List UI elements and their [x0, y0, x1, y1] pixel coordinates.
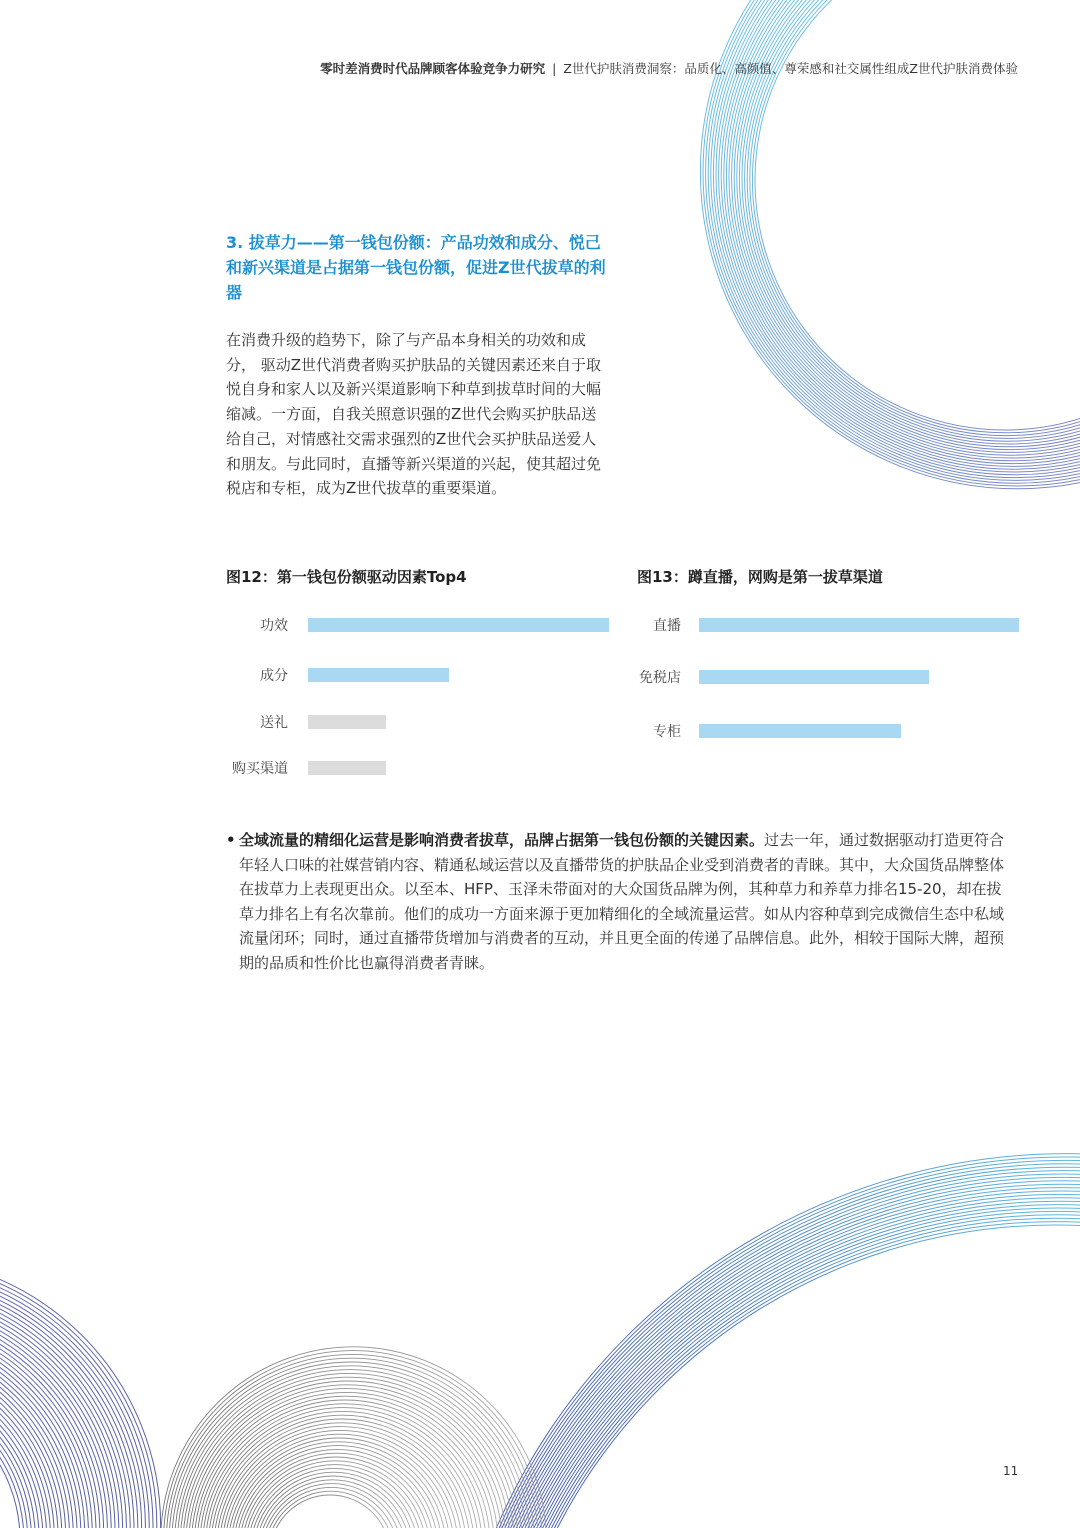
figure13-title: 图13：蹲直播，网购是第一拔草渠道 — [637, 568, 883, 586]
figure12-bar-chart — [220, 605, 620, 790]
chapter-title: Z世代护肤消费洞察：品质化、高颜值、尊荣感和社交属性组成Z世代护肤消费体验 — [563, 61, 1018, 76]
figure12-title: 图12：第一钱包份额驱动因素Top4 — [226, 568, 467, 586]
bar-label: 购买渠道 — [232, 761, 288, 777]
bar-label: 送礼 — [260, 715, 288, 731]
header-separator: | — [552, 61, 557, 76]
bullet-marker: • — [226, 831, 236, 849]
bar-直播 — [699, 618, 1019, 632]
bar-label: 功效 — [260, 618, 288, 634]
page-number: 11 — [1003, 1464, 1019, 1478]
bullet-text — [239, 828, 1016, 975]
bar-label: 专柜 — [653, 724, 681, 740]
running-header — [320, 59, 1018, 77]
bar-专柜 — [699, 724, 901, 738]
report-title: 零时差消费时代品牌顾客体验竞争力研究 — [320, 61, 546, 76]
body-paragraph: 在消费升级的趋势下，除了与产品本身相关的功效和成分， 驱动Z世代消费者购买护肤品的关键因素还来自于取悦自身和家人以及新兴渠道影响下种草到拔草时间的大幅缩减。一方面，自我关照意识强的Z世代会购买护肤品送给自己，对情感社交需求强烈的Z世代会买护肤品送爱人和朋友。与此同时，直播等新兴渠道的兴起，使其超过免税店和专柜，成为Z世代拔草的重要渠道。 — [226, 331, 602, 498]
bar-成分 — [308, 668, 449, 682]
bar-免税店 — [699, 670, 929, 684]
bullet-body: 过去一年，通过数据驱动打造更符合年轻人口味的社媒营销内容、精通私域运营以及直播带货的护肤品企业受到消费者的青睐。其中，大众国货品牌整体在拔草力上表现更出众。以至本、HFP、玉泽未带面对的大众国货品牌为例，其种草力和养草力排名15-20，却在拔草力排名上有名次靠前。他们的成功一方面来源于更加精细化的全域流量运营。如从内容种草到完成微信生态中私域流量闭环；同时，通过直播带货增加与消费者的互动，并且更全面的传递了品牌信息。此外，相较于国际大牌，超预期的品质和性价比也赢得消费者青睐。 — [239, 831, 1005, 972]
bar-label: 成分 — [260, 668, 288, 684]
bar-购买渠道 — [308, 761, 386, 775]
section-heading: 3. 拔草力——第一钱包份额：产品功效和成分、悦己和新兴渠道是占据第一钱包份额，促进Z世代拔草的利器 — [226, 233, 606, 302]
figure13-bar-chart — [630, 605, 1030, 745]
bar-功效 — [308, 618, 609, 632]
bullet-lead: 全域流量的精细化运营是影响消费者拔草，品牌占据第一钱包份额的关键因素。 — [239, 831, 765, 849]
bar-label: 免税店 — [639, 670, 681, 686]
bar-送礼 — [308, 715, 386, 729]
bullet-paragraph — [226, 828, 1016, 975]
bar-label: 直播 — [653, 618, 681, 634]
